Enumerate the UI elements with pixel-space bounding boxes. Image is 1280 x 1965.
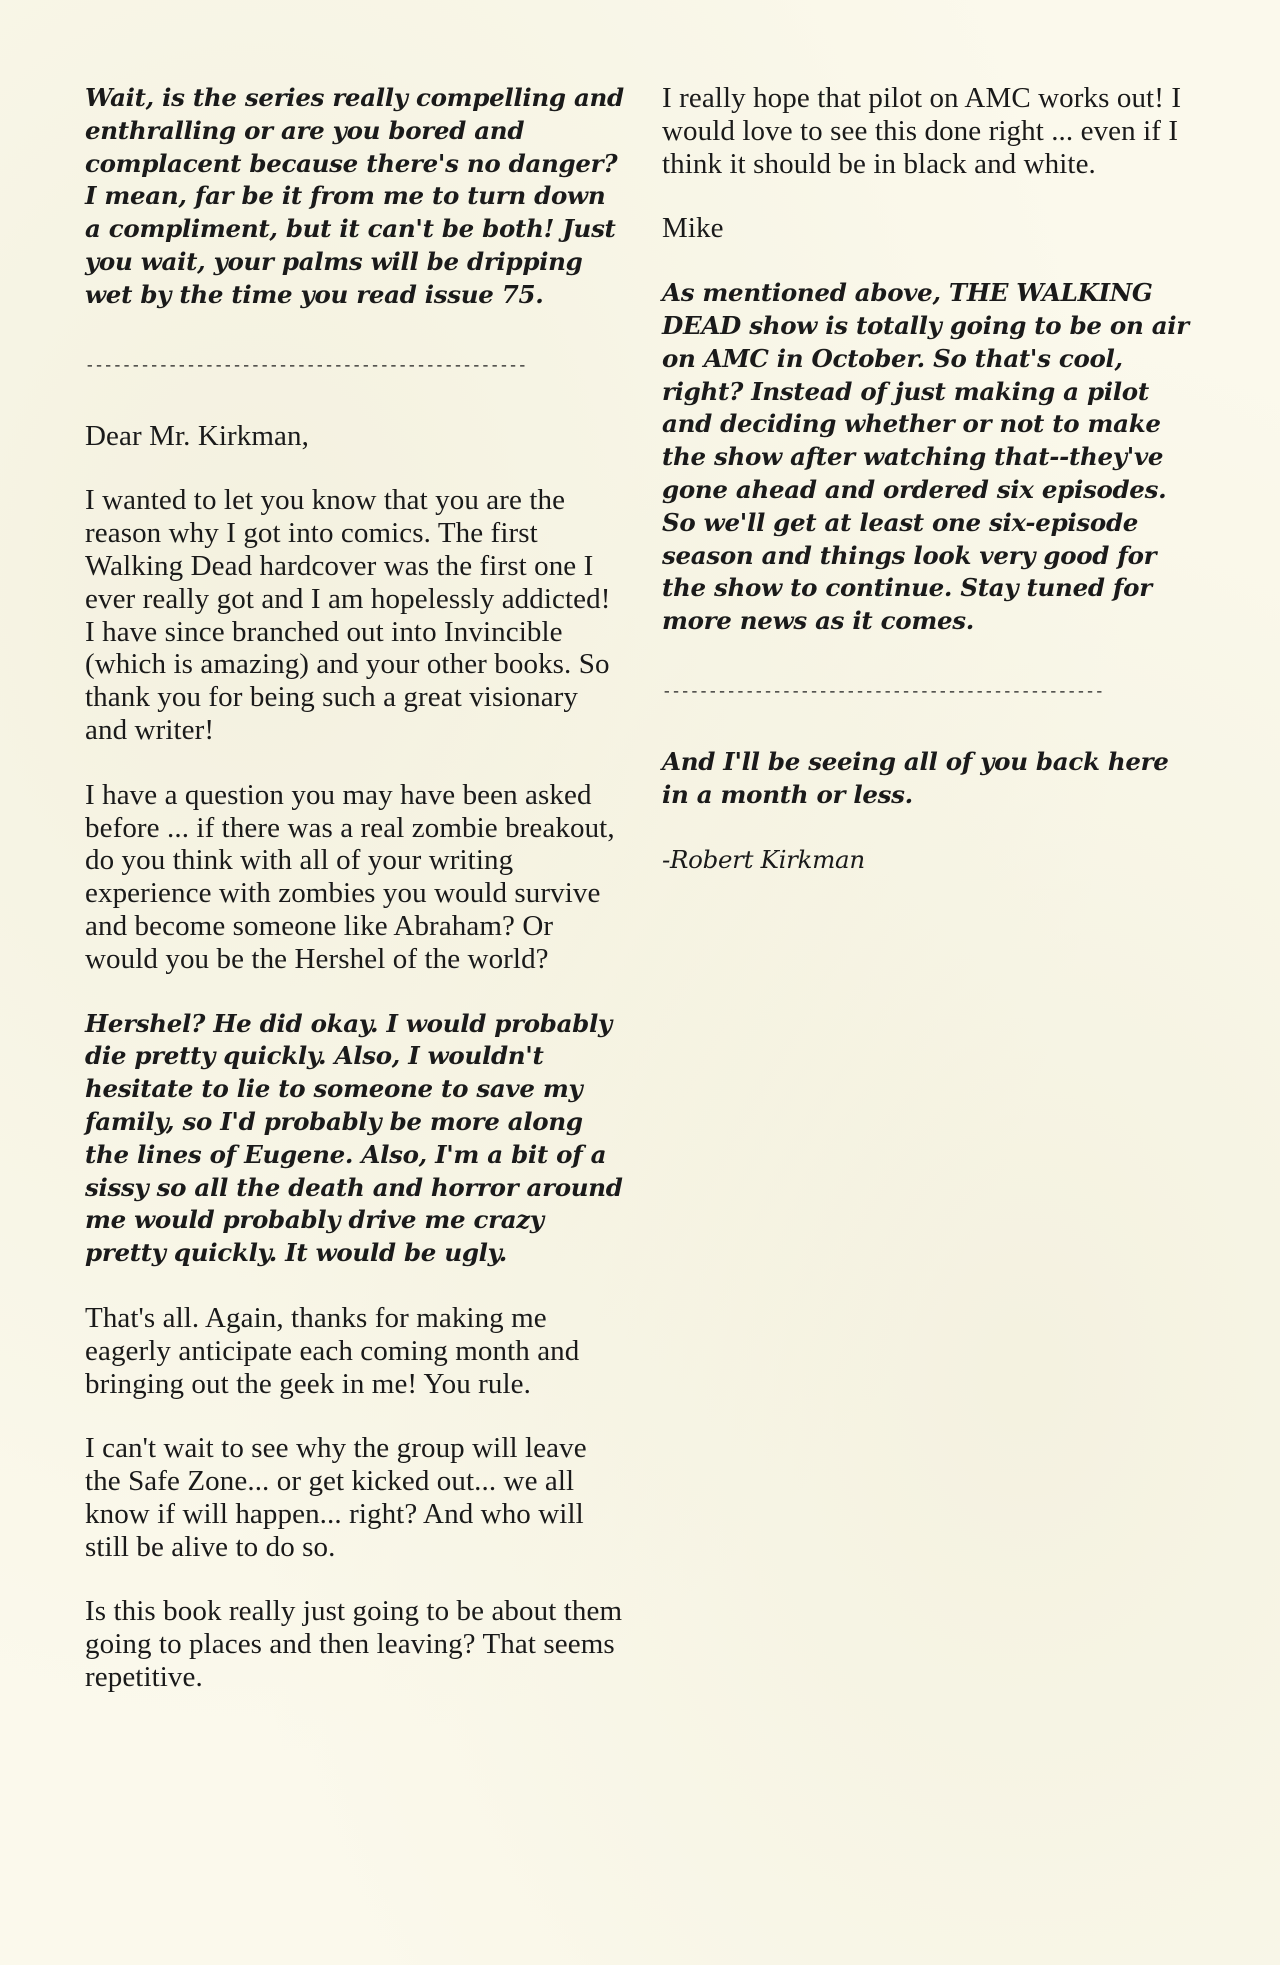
section-divider: ------------------------------------------------ bbox=[662, 682, 1104, 701]
editor-reply-3: As mentioned above, THE WALKING DEAD show is totally going to be on air on AMC in October. So that's cool, right? Instead of just making a pilot and deciding whether or not to make the show after watching that--they've gone ahead and ordered six episodes. So we'll get at least one six-episode season and things look very good for the show to continue. Stay tuned for more news as it comes. bbox=[662, 278, 1189, 636]
letter-paragraph: I have a question you may have been asked before ... if there was a real zombie breakout, do you think with all of your writing experience with zombies you would survive and become someone like Abraham? Or would you be the Hershel of the world? bbox=[85, 778, 615, 975]
letter-paragraph: Is this book really just going to be about them going to places and then leaving? That seems repetitive. bbox=[85, 1595, 623, 1694]
right-column bbox=[662, 82, 1202, 876]
editor-reply-2: Hershel? He did okay. I would probably die pretty quickly. Also, I wouldn't hesitate to lie to someone to save my family, so I'd probably be more along the lines of Eugene. Also, I'm a bit of a sissy so all the death and horror around me would probably drive me crazy pretty quickly. It would be ugly. bbox=[85, 1008, 623, 1268]
editor-signature: -Robert Kirkman bbox=[662, 844, 865, 874]
editor-closing: And I'll be seeing all of you back here in a month or less. bbox=[662, 746, 1169, 809]
letter-paragraph: I can't wait to see why the group will leave the Safe Zone... or get kicked out... we all know if will happen... right? And who will still be alive to do so. bbox=[85, 1432, 587, 1563]
letter-greeting: Dear Mr. Kirkman, bbox=[85, 419, 309, 452]
editor-reply-1: Wait, is the series really compelling and enthralling or are you bored and complacent because there's no danger? I mean, far be it from me to turn down a compliment, but it can't be both! Just you wait, your palms will be dripping wet by the time you read issue 75. bbox=[85, 83, 624, 309]
section-divider: ------------------------------------------------ bbox=[85, 356, 527, 375]
letter-paragraph: I really hope that pilot on AMC works out! I would love to see this done right ... even if I think it should be in black and white. bbox=[662, 82, 1182, 180]
letter-paragraph: That's all. Again, thanks for making me eagerly anticipate each coming month and bringing out the geek in me! You rule. bbox=[85, 1301, 580, 1400]
letter-signature: Mike bbox=[662, 212, 724, 245]
left-column bbox=[85, 82, 625, 1694]
letter-paragraph: I wanted to let you know that you are the reason why I got into comics. The first Walking Dead hardcover was the first one I ever really got and I am hopelessly addicted! I have since branched out into Invincible (which is amazing) and your other books. So thank you for being such a great visionary and writer! bbox=[85, 484, 611, 746]
